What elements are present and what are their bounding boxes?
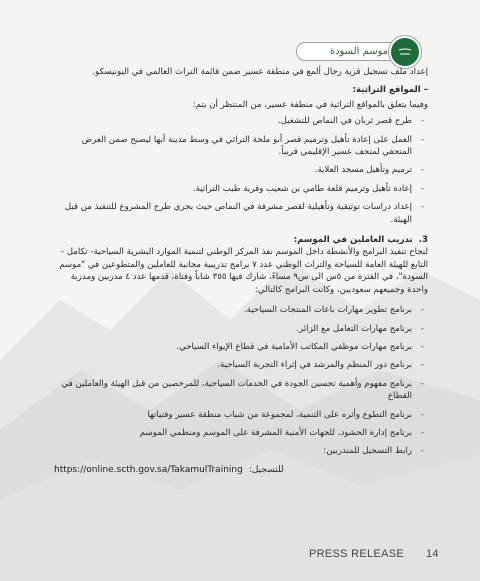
season-label: موسم السودة xyxy=(329,46,389,57)
training-heading-row xyxy=(54,234,428,246)
list-item: - برنامج مهارات التعامل مع الزائر. xyxy=(296,323,424,334)
list-item: - إعادة تأهيل وترميم قلعة طامي بن شعيب وقرية طبب التراثية. xyxy=(192,183,424,194)
list-item: - برنامج التطوع وأثره على التنمية، لمجموعة من شباب منطقة عسير وفتياتها xyxy=(147,409,424,420)
list-item: - برنامج دور المنظم والمرشد في إثراء التجربة السياحية. xyxy=(217,360,424,371)
list-item: - العمل على إعادة تأهيل وترميم قصر أبو ملحة التراثي في وسط مدينة أبها ليصبح ضمن العرض المتحفي لمتحف عسير الإقليمي قريباً. xyxy=(81,134,424,158)
heritage-intro: وفيما يتعلق بالمواقع التراثية في منطقة عسير، من المنتظر أن يتم: xyxy=(192,99,428,110)
heritage-list xyxy=(54,115,428,226)
list-item: - برنامج تطوير مهارات باعات المنتجات السياحية. xyxy=(243,305,424,316)
page-number: 14 xyxy=(426,548,439,560)
heritage-heading: – المواقع التراثية: xyxy=(352,85,428,96)
registration-row xyxy=(54,464,428,476)
intro-paragraph: إعداد ملف تسجيل قرية رجال ألمع في منطقة عسير ضمن قائمة التراث العالمي في اليونيسكو. xyxy=(92,67,428,77)
list-item: - ترميم وتأهيل مسجد العلاية. xyxy=(314,165,424,176)
list-item: - برنامج مهارات موظفي المكاتب الأمامية في قطاع الإيواء السياحي. xyxy=(176,341,424,352)
article-body xyxy=(54,66,428,476)
press-release-label: PRESS RELEASE xyxy=(309,548,404,560)
list-item: - برنامج مفهوم وأهمية تحسين الجودة في الخدمات السياحية، للمرخصين من قبل الهيئة والعاملين في القطاع xyxy=(61,378,424,402)
section-number: 3. xyxy=(418,235,428,246)
training-paragraph: لنجاح تنفيذ البرامج والأنشطة داخل الموسم نفذ المركز الوطني لتنمية الموارد البشرية السياحية- تكامل - التابع للهيئة العامة للسياحة والتراث الوطني عدد ٧ برامج تدريبية مجانية للعاملين والمتطوعين في "موسم السودة"، في الفترة من ٥س الى س٩ مساءً، شارك فيها ٣٥٥ شاباً وفتاة، قدمها عدد ٤ مدربين ومدربة واحدة وجميعهم سعوديين، وكانت البرامج كالتالي: xyxy=(59,247,428,295)
list-item: - برنامج إدارة الحشود، للجهات الأمنية المشرفة على الموسم ومنظمي الموسم xyxy=(139,427,424,438)
saudi-flag-icon xyxy=(395,45,415,59)
list-item: - رابط التسجيل للمتدربين: xyxy=(323,446,424,457)
list-item: - إعداد دراسات توثيقية وتأهيلية لقصر مشرفة في النماص حيث يجري طرح المشروع للتنفيذ من قبل الهيئة. xyxy=(64,202,424,225)
training-list xyxy=(54,304,428,458)
page-footer xyxy=(309,548,439,560)
saudi-flag-badge xyxy=(389,36,421,68)
training-heading: تدريب العاملين في الموسم: xyxy=(293,235,413,246)
registration-link[interactable]: https://online.scth.gov.sa/TakamulTraining xyxy=(54,464,243,475)
list-item: - طرح قصر ثربان في النماص للتشغيل. xyxy=(277,116,424,127)
registration-label: للتسجيل: xyxy=(248,464,284,475)
